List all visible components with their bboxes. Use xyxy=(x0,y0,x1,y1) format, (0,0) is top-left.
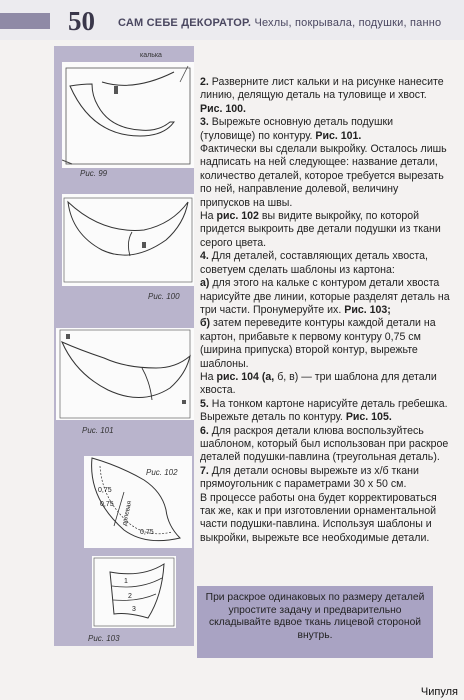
figure-102-label-2: 0,75 xyxy=(100,501,114,508)
figure-102-label-1: 0,75 xyxy=(98,487,112,494)
step-6: 6. Для раскроя детали клюва воспользуйтесь шаблоном, который был использован при раскрое деталей подушки-павлина (треугольная деталь). xyxy=(200,424,449,464)
watermark: Чипуля xyxy=(420,686,458,698)
figure-102-label-3: 0,75 xyxy=(140,529,154,536)
step-4b: б) затем переведите контуры каждой детали на картон, прибавьте к первому контуру 0,75 см (ширина припуска) второй контур, вырежьте шаблоны. xyxy=(200,317,436,370)
chapter-title: Чехлы, покрывала, подушки, панно xyxy=(254,17,442,29)
page-number: 50 xyxy=(68,6,95,36)
figure-100-caption: Рис. 100 xyxy=(148,292,180,301)
figure-103-caption: Рис. 103 xyxy=(88,634,120,643)
series-title: САМ СЕБЕ ДЕКОРАТОР. xyxy=(118,17,252,29)
step-7-note: В процессе работы она будет корректироваться так же, как и при изготовлении орнаментальной части подушки-павлина. Используя шаблоны и выкройки, вырежьте все необходимые детали. xyxy=(200,491,437,544)
figure-101-caption: Рис. 101 xyxy=(82,426,114,435)
figure-102-caption: Рис. 102 xyxy=(146,468,178,477)
step-7: 7. Для детали основы вырежьте из х/б ткани прямоугольник с параметрами 30 х 50 см. xyxy=(200,464,419,491)
header-accent-bar xyxy=(0,13,50,29)
step-2: 2. Разверните лист кальки и на рисунке нанесите линию, делящую деталь на туловище и хвост. Рис. 100. xyxy=(200,76,444,115)
figure-103-drawing xyxy=(92,556,176,628)
figure-99-label: калька xyxy=(140,52,162,59)
figure-101-drawing xyxy=(56,328,194,420)
step-5: 5. На тонком картоне нарисуйте деталь гребешка. Вырежьте деталь по контуру. Рис. 105. xyxy=(200,397,448,424)
step-4a: а) для этого на кальке с контуром детали хвоста нарисуйте две линии, которые разделят деталь на три части. Пронумеруйте их. Рис. 103; xyxy=(200,277,450,316)
step-3: 3. Вырежьте основную деталь подушки (туловище) по контуру. Рис. 101. xyxy=(200,116,393,142)
figure-103-part-2: 2 xyxy=(128,593,132,600)
fig-104-note: На рис. 104 (а, б, в) — три шаблона для детали хвоста. xyxy=(200,370,437,397)
figure-101 xyxy=(56,328,194,420)
figure-99 xyxy=(62,62,194,168)
instructions-text xyxy=(200,76,450,545)
step-4: 4. Для деталей, составляющих деталь хвоста, советуем сделать шаблоны из картона: xyxy=(200,250,428,276)
figure-103 xyxy=(92,556,176,628)
page-header xyxy=(0,0,464,40)
figure-103-part-1: 1 xyxy=(124,578,128,585)
running-title xyxy=(118,17,441,29)
tip-box: При раскрое одинаковых по размеру деталей упростите задачу и предварительно складывайте вдвое ткань лицевой стороной внутрь. xyxy=(197,586,433,658)
figure-102-grainline-label: долевая xyxy=(121,500,134,527)
figure-100-drawing xyxy=(62,194,194,286)
figure-99-drawing xyxy=(62,62,194,168)
fig-102-note: На рис. 102 вы видите выкройку, по которой придется выкроить две детали подушки из ткани серого цвета. xyxy=(200,210,441,249)
figure-99-caption: Рис. 99 xyxy=(80,169,108,178)
figure-100 xyxy=(62,194,194,286)
figure-103-part-3: 3 xyxy=(132,606,136,613)
step-3-note: Фактически вы сделали выкройку. Осталось лишь надписать на ней следующее: название детали, количество деталей, которое требуется вырезать по ней, направление долевой, величину припусков на швы. xyxy=(200,143,447,209)
